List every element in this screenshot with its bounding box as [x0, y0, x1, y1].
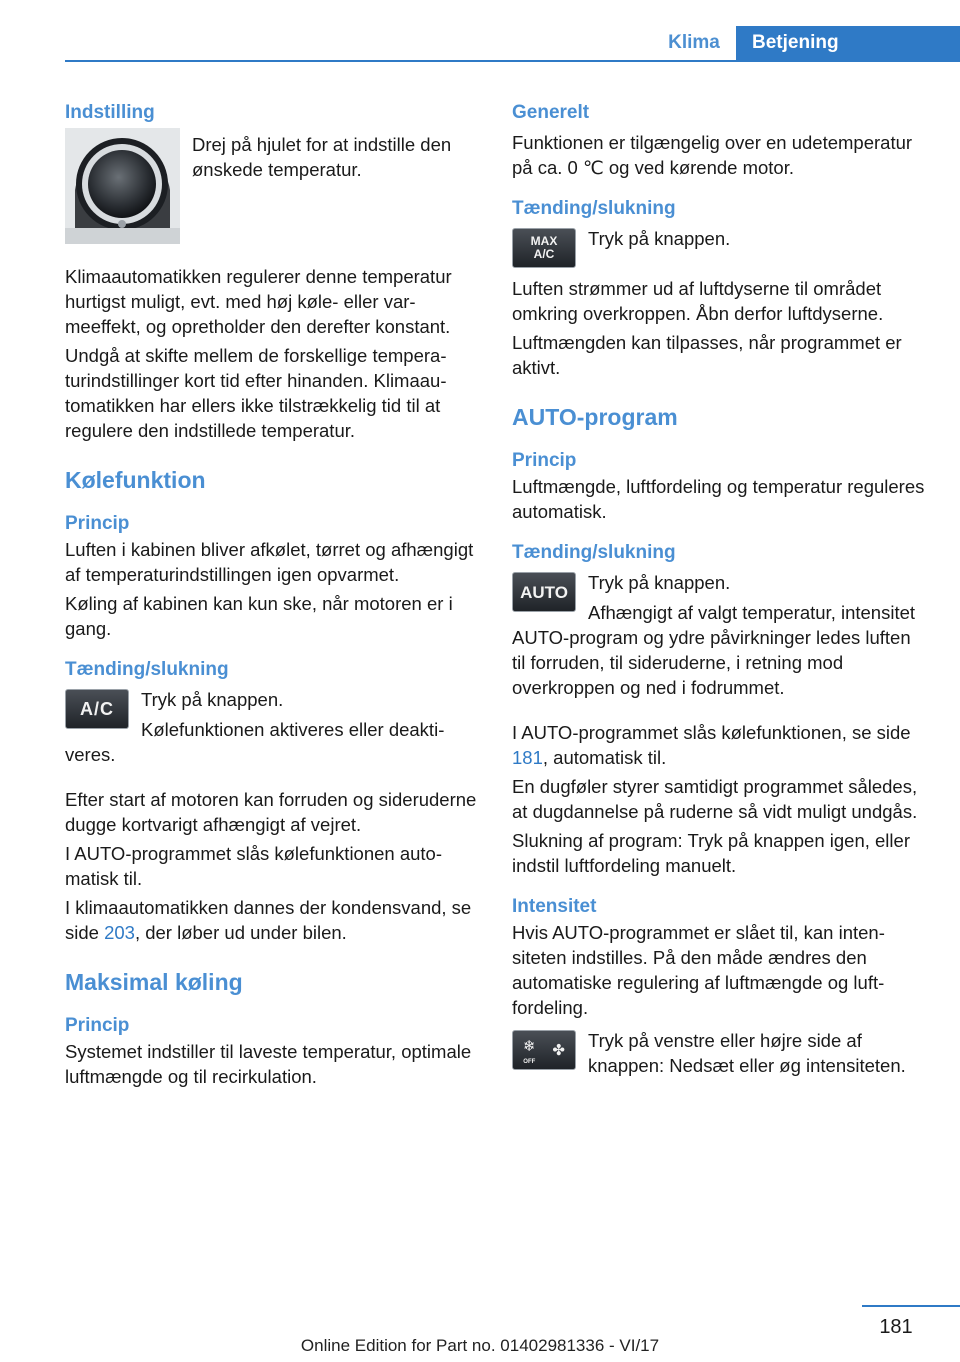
heading-max-taending: Tænding/slukning [512, 198, 676, 219]
maks-princip-paragraph: Systemet indstiller til laveste temperatur, optimale luftmængde og til recirkulation. [65, 1041, 472, 1087]
intensitet-instruction: Tryk på venstre eller højre side af knappen: Nedsæt eller øg intensiteten. [588, 1030, 906, 1076]
ac-button-instruction: Tryk på knappen. [141, 689, 284, 710]
heading-kole-princip: Princip [65, 513, 130, 534]
kole-paragraph-3: Efter start af motoren kan forruden og sideruderne dugge kortvarigt afhængigt af vejret. [65, 789, 477, 835]
heading-generelt: Generelt [512, 102, 590, 123]
fan-intensity-button-icon [512, 1030, 576, 1070]
heading-auto-princip: Princip [512, 450, 577, 471]
indstilling-paragraph-2: Undgå at skifte mellem de forskellige temperaturindstillinger kort tid efter hinanden. Klimaautomatikken har ellers ikke tilstrækkelig tid til at regulere den indstillede temperatur. [65, 345, 447, 441]
fan-high-icon: ✤ [552, 1041, 565, 1059]
auto-paragraph-4: En dugføler styrer samtidigt programmet således, at dugdannelse på ruderne så vidt muligt undgås. [512, 776, 918, 822]
max-ac-button-icon: MAX A/C [512, 228, 576, 268]
intensitet-paragraph-1: Hvis AUTO-programmet er slået til, kan intensiteten indstilles. På den måde ændres den automatiske regulering af luftmængde og luftfordeling. [512, 922, 885, 1018]
page-link-203[interactable]: 203 [104, 922, 135, 943]
footer-rule [862, 1305, 960, 1307]
max-ac-instruction: Tryk på knappen. [588, 228, 731, 249]
auto-paragraph-3: I AUTO-programmet slås kølefunktionen, se side 181, automatisk til. [512, 722, 911, 768]
ac-button-icon: A/C [65, 689, 129, 729]
temperature-dial-icon [65, 128, 180, 244]
auto-princip-paragraph: Luftmængde, luftfordeling og temperatur reguleres automatisk. [512, 476, 925, 522]
auto-instruction: Tryk på knappen. [588, 572, 731, 593]
page-link-181[interactable]: 181 [512, 747, 543, 768]
left-column [65, 100, 479, 1089]
generelt-paragraph: Funktionen er tilgængelig over en udetemperatur på ca. 0 ℃ og ved kørende motor. [512, 132, 913, 178]
heading-kolefunktion: Kølefunktion [65, 467, 206, 493]
max-paragraph-3: Luftmængden kan tilpasses, når programmet er aktivt. [512, 332, 902, 378]
indstilling-paragraph-1: Klimaautomatikken regulerer denne temperatur hurtigst muligt, evt. med høj køle- eller varmeeffekt, og opretholder den derefter konstant. [65, 266, 452, 337]
heading-auto-taending: Tænding/slukning [512, 542, 676, 563]
auto-button-icon: AUTO [512, 572, 576, 612]
page-number: 181 [879, 1316, 913, 1338]
max-paragraph-2: Luften strømmer ud af luftdyserne til området omkring overkroppen. Åbn derfor luftdyserne. [512, 278, 884, 324]
header-section-tab[interactable]: Klima [668, 32, 720, 53]
header-chapter-tab[interactable]: Betjening [736, 26, 960, 62]
kole-princip-paragraph-1: Luften i kabinen bliver afkølet, tørret og afhængigt af temperaturindstillingen igen opvarmet. [65, 539, 474, 585]
heading-maksimal-koling: Maksimal køling [65, 969, 243, 995]
heading-auto-program: AUTO-program [512, 404, 678, 430]
heading-indstilling: Indstilling [65, 102, 155, 123]
ac-button-description: Kølefunktionen aktiveres eller deaktiveres. [65, 719, 445, 765]
fan-low-icon: ❄ OFF [523, 1038, 536, 1065]
edition-note: Online Edition for Part no. 01402981336 - VI/17 [300, 1336, 660, 1355]
temperature-dial-image [65, 128, 180, 244]
heading-kole-taending: Tænding/slukning [65, 659, 229, 680]
heading-intensitet: Intensitet [512, 896, 597, 917]
indstilling-instruction: Drej på hjulet for at indstille den ønskede temperatur. [192, 134, 452, 180]
auto-paragraph-5: Slukning af program: Tryk på knappen igen, eller indstil luftfordeling manuelt. [512, 830, 910, 876]
kole-paragraph-5: I klimaautomatikken dannes der kondensvand, se side 203, der løber ud under bilen. [65, 897, 472, 943]
dial-row [65, 128, 479, 244]
auto-description: Afhængigt af valgt temperatur, intensitet AUTO-program og ydre påvirkninger ledes luften til forruden, til sideruderne, i retning mod overkroppen og ned i fodrummet. [512, 602, 916, 698]
header-rule [65, 60, 960, 62]
fan-button-row [512, 1028, 926, 1078]
kole-princip-paragraph-2: Køling af kabinen kan kun ske, når motoren er i gang. [65, 593, 453, 639]
kole-paragraph-4: I AUTO-programmet slås kølefunktionen automatisk til. [65, 843, 443, 889]
right-column [512, 100, 926, 1078]
max-ac-button-row [512, 226, 926, 268]
heading-maks-princip: Princip [65, 1015, 130, 1036]
